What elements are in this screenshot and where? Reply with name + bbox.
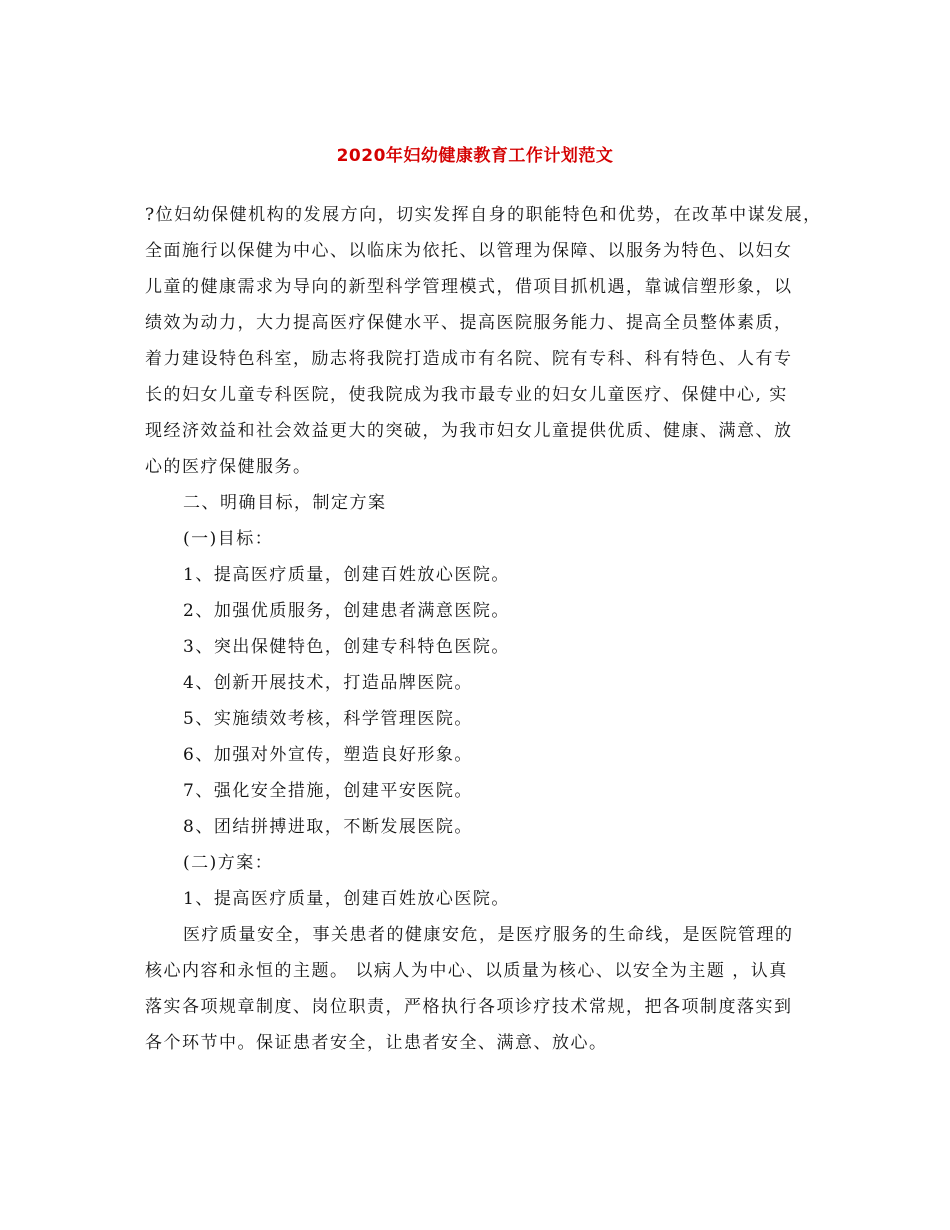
text-line: ?位妇幼保健机构的发展方向，切实发挥自身的职能特色和优势，在改革中谋发展， xyxy=(145,205,822,225)
text-line: 长的妇女儿童专科医院，使我院成为我市最专业的妇女儿童医疗、保健中心, 实 xyxy=(145,385,788,405)
list-item: 3、突出保健特色，创建专科特色医院。 xyxy=(183,637,510,657)
text-line: 医疗质量安全，事关患者的健康安危，是医疗服务的生命线，是医院管理的 xyxy=(183,925,794,945)
section-heading: 二、明确目标，制定方案 xyxy=(183,493,387,513)
text-line: 着力建设特色科室，励志将我院打造成市有名院、院有专科、科有特色、人有专 xyxy=(145,349,793,369)
list-item: 1、提高医疗质量，创建百姓放心医院。 xyxy=(183,565,510,585)
text-line: 儿童的健康需求为导向的新型科学管理模式，借项目抓机遇，靠诚信塑形象，以 xyxy=(145,277,793,297)
list-item: 7、强化安全措施，创建平安医院。 xyxy=(183,781,473,801)
subsection-heading: (一)目标： xyxy=(183,529,274,549)
list-item: 1、提高医疗质量，创建百姓放心医院。 xyxy=(183,889,510,909)
document-title: 2020年妇幼健康教育工作计划范文 xyxy=(336,146,614,166)
list-item: 2、加强优质服务，创建患者满意医院。 xyxy=(183,601,510,621)
list-item: 5、实施绩效考核，科学管理医院。 xyxy=(183,709,473,729)
text-line: 绩效为动力，大力提高医疗保健水平、提高医院服务能力、提高全员整体素质， xyxy=(145,313,793,333)
list-item: 8、团结拼搏进取，不断发展医院。 xyxy=(183,817,473,837)
document-body xyxy=(145,197,835,1061)
list-item: 6、加强对外宣传，塑造良好形象。 xyxy=(183,745,473,765)
list-item: 4、创新开展技术，打造品牌医院。 xyxy=(183,673,473,693)
text-line: 核心内容和永恒的主题。 以病人为中心、以质量为核心、以安全为主题 ，认真 xyxy=(145,961,788,981)
subsection-heading: (二)方案： xyxy=(183,853,274,873)
text-line: 落实各项规章制度、岗位职责，严格执行各项诊疗技术常规，把各项制度落实到 xyxy=(145,997,793,1017)
text-line: 心的医疗保健服务。 xyxy=(145,457,312,477)
text-line: 全面施行以保健为中心、以临床为依托、以管理为保障、以服务为特色、以妇女 xyxy=(145,241,793,261)
text-line: 各个环节中。保证患者安全，让患者安全、满意、放心。 xyxy=(145,1033,608,1053)
text-line: 现经济效益和社会效益更大的突破，为我市妇女儿童提供优质、健康、满意、放 xyxy=(145,421,793,441)
